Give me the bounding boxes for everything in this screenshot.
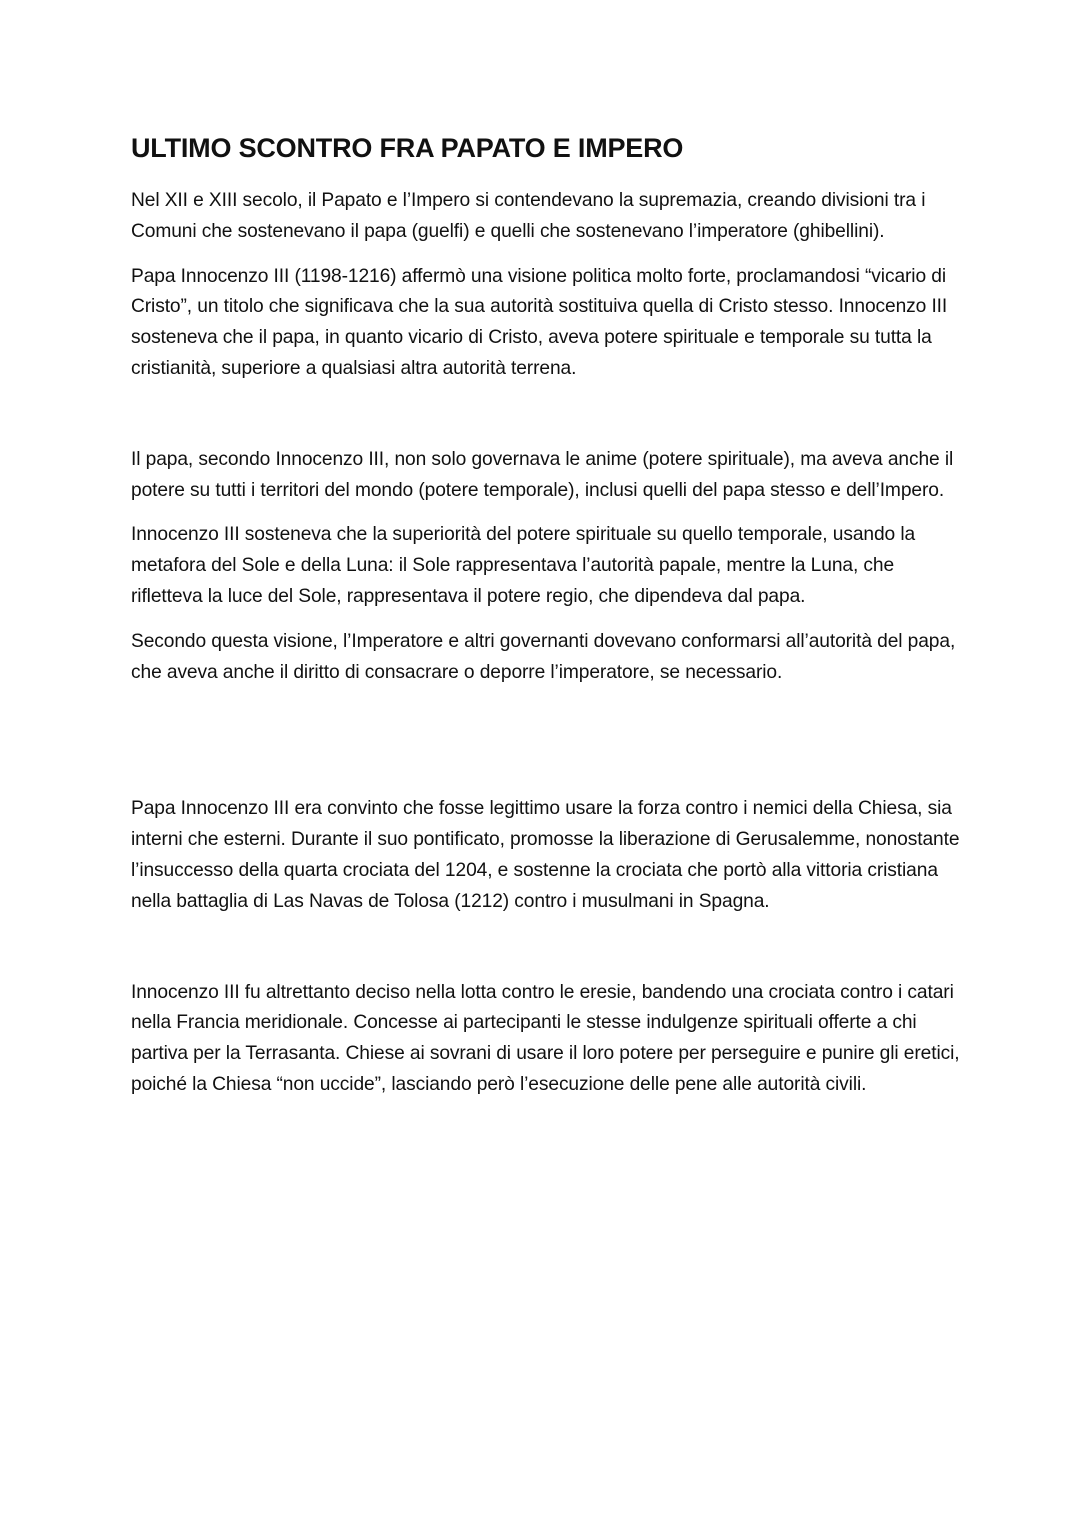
- paragraph-4: Innocenzo III sosteneva che la superiorità del potere spirituale su quello temporale, usando la metafora del Sole e della Luna: il Sole rappresentava l’autorità papale, mentre la Luna, che rifletteva la luce del Sole, rappresentava il potere regio, che dipendeva dal papa.: [131, 524, 916, 607]
- paragraph-6: Papa Innocenzo III era convinto che fosse legittimo usare la forza contro i nemici della Chiesa, sia interni che esterni. Durante il suo pontificato, promosse la liberazione di Gerusalemme, nonostante l’insuccesso della quarta crociata del 1204, e sostenne la crociata che portò alla vittoria cristiana nella battaglia di Las Navas de Tolosa (1212) contro i musulmani in Spagna.: [131, 798, 960, 912]
- paragraph-5: Secondo questa visione, l’Imperatore e altri governanti dovevano conformarsi all’autorità del papa, che aveva anche il diritto di consacrare o deporre l’imperatore, se necessario.: [131, 630, 956, 683]
- paragraph-3: Il papa, secondo Innocenzo III, non solo governava le anime (potere spirituale), ma aveva anche il potere su tutti i territori del mondo (potere temporale), inclusi quelli del papa stesso e dell’Impero.: [131, 448, 954, 501]
- paragraph-1: Nel XII e XIII secolo, il Papato e l’Impero si contendevano la supremazia, creando divisioni tra i Comuni che sostenevano il papa (guelfi) e quelli che sostenevano l’imperatore (ghibellini).: [131, 190, 926, 242]
- document-page: [131, 128, 961, 1101]
- paragraph-7: Innocenzo III fu altrettanto deciso nella lotta contro le eresie, bandendo una crociata contro i catari nella Francia meridionale. Concesse ai partecipanti le stesse indulgenze spirituali offerte a chi partiva per la Terrasanta. Chiese ai sovrani di usare il loro potere per perseguire e punire gli eretici, poiché la Chiesa “non uccide”, lasciando però l’esecuzione delle pene alle autorità civili.: [131, 981, 960, 1095]
- document-title: ULTIMO SCONTRO FRA PAPATO E IMPERO: [131, 133, 684, 163]
- paragraph-2: Papa Innocenzo III (1198-1216) affermò una visione politica molto forte, proclamandosi “vicario di Cristo”, un titolo che significava che la sua autorità sostituiva quella di Cristo stesso. Innocenzo III sosteneva che il papa, in quanto vicario di Cristo, aveva potere spirituale e temporale su tutta la cristianità, superiore a qualsiasi altra autorità terrena.: [131, 265, 948, 379]
